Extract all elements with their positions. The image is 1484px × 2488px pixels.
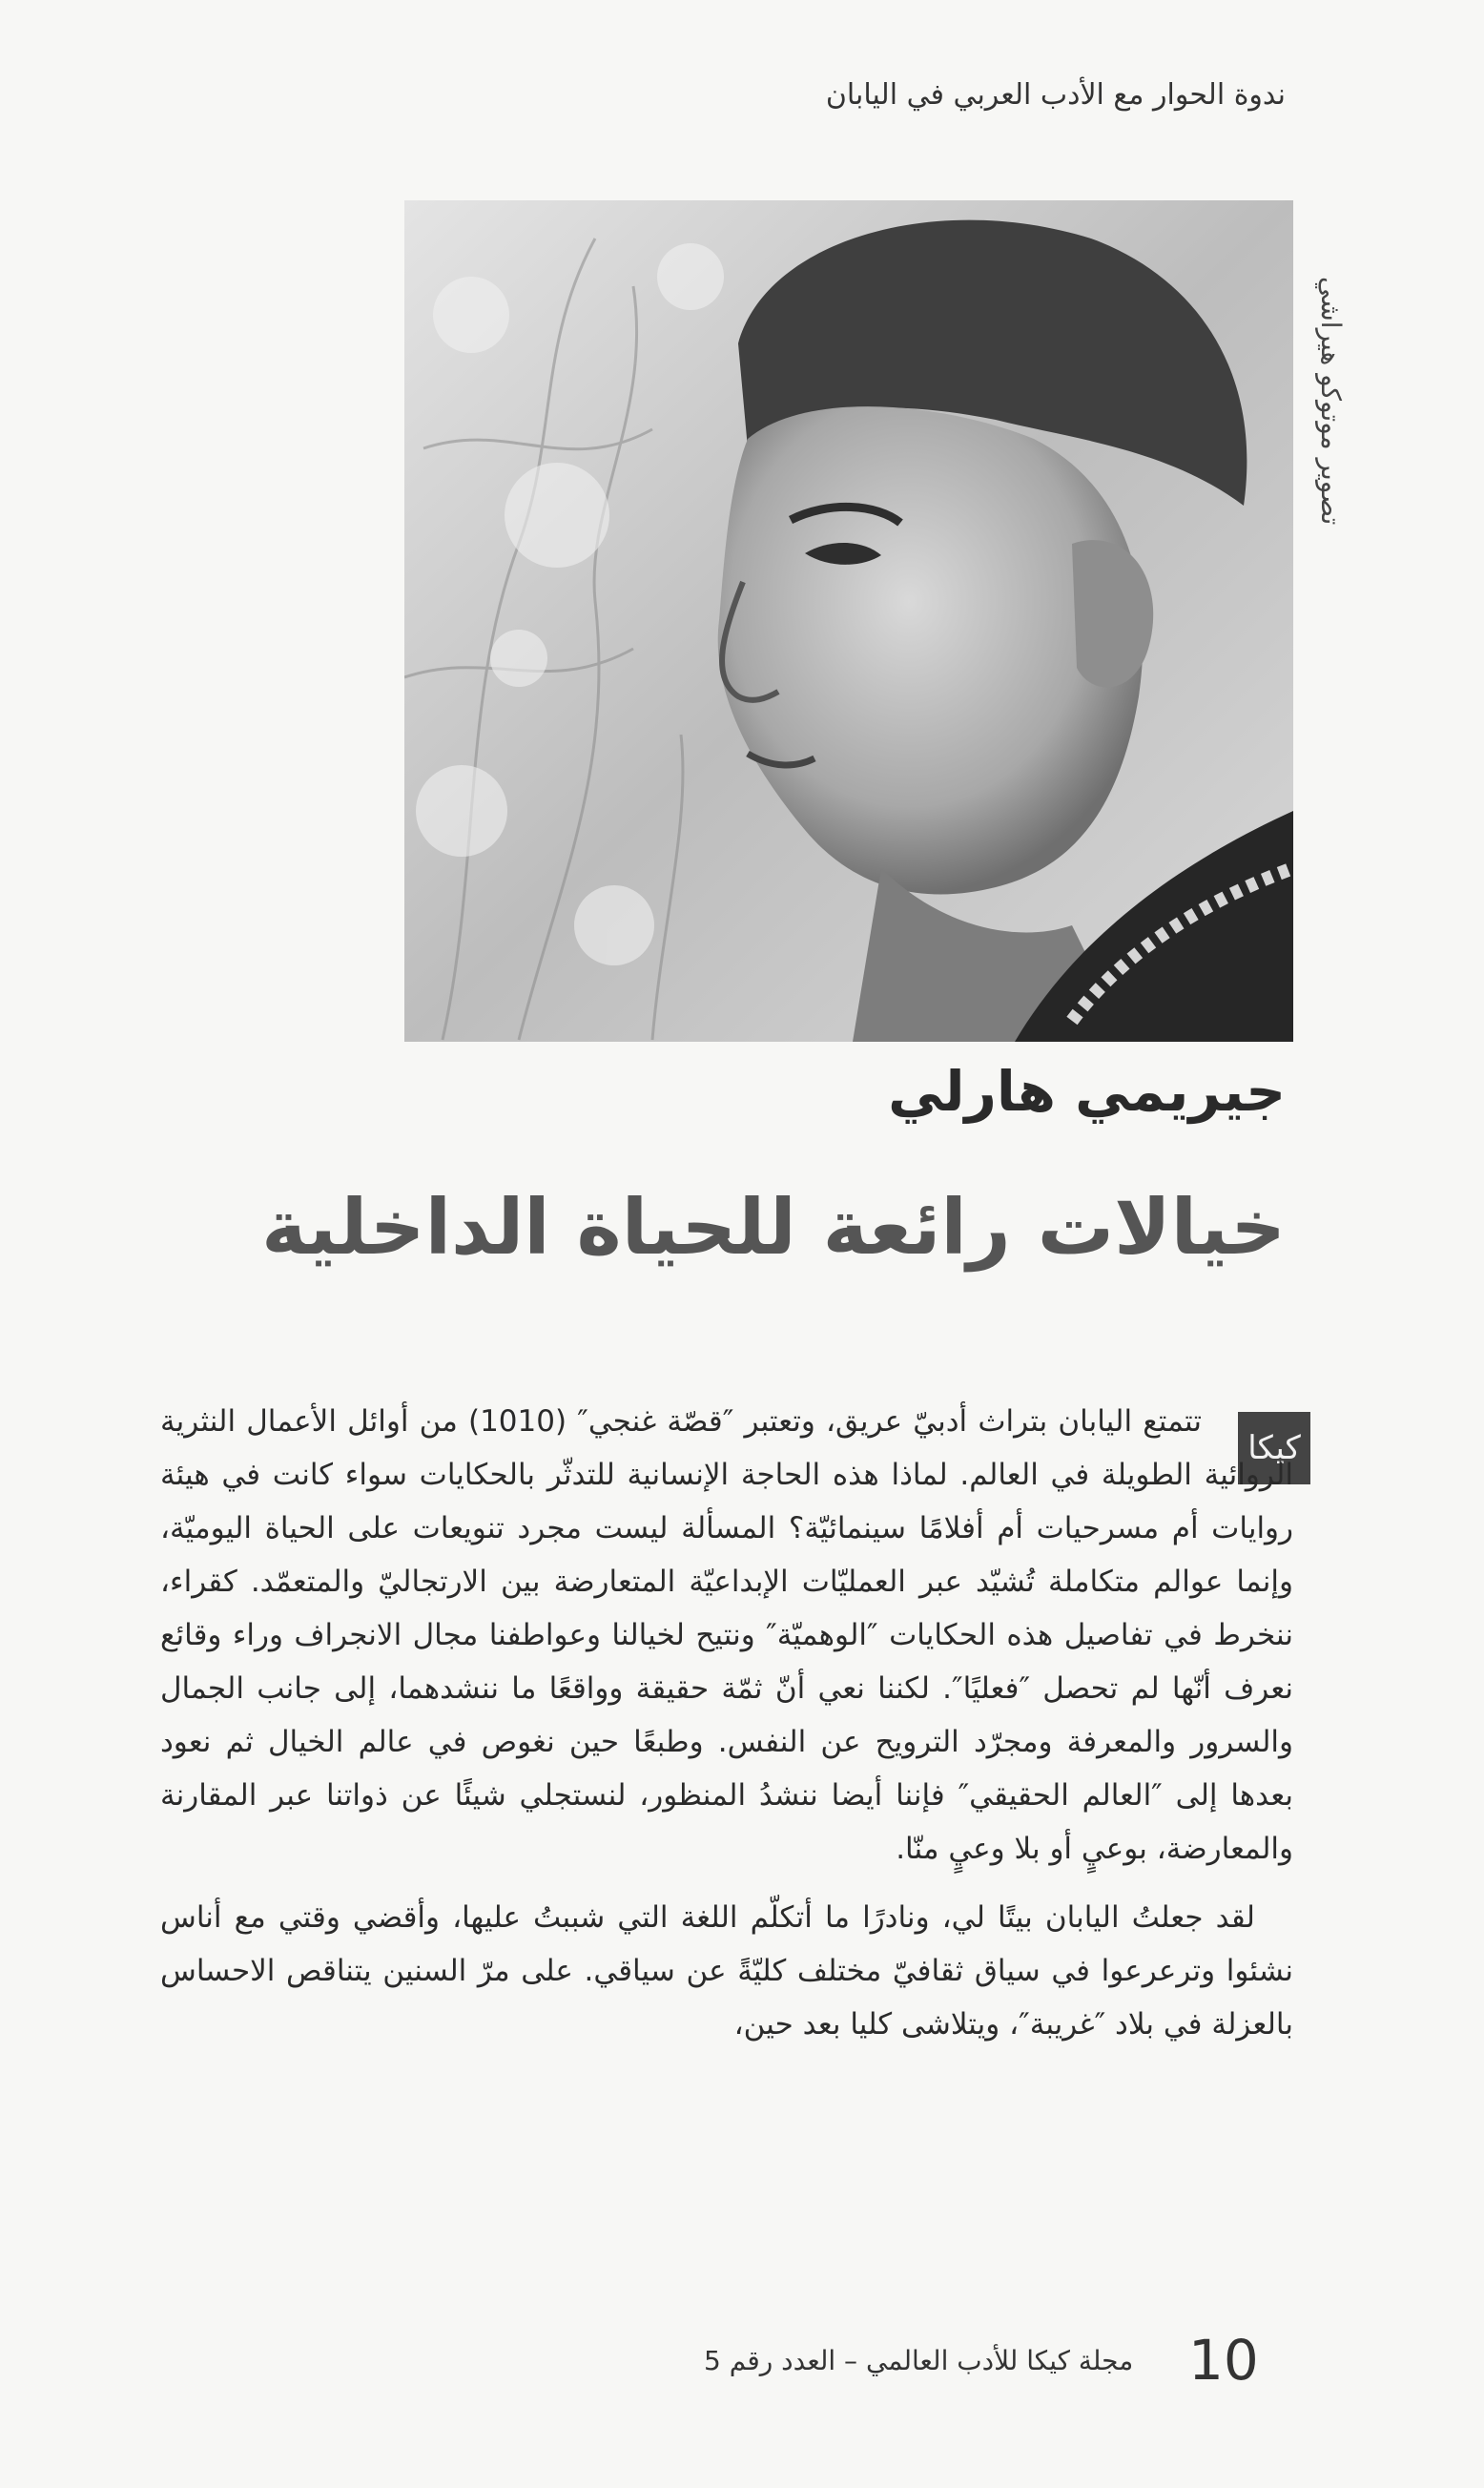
photo-credit: تصوير موتوكو هيراشي [1315,276,1347,525]
author-name: جيريمي هارلي [888,1059,1286,1124]
running-header: ندوة الحوار مع الأدب العربي في اليابان [825,78,1286,112]
kika-logo: كيكا [1238,1412,1310,1484]
article-title: خيالات رائعة للحياة الداخلية [261,1183,1286,1272]
page-number: 10 [1188,2328,1259,2393]
paragraph: لقد جعلتُ اليابان بيتًا لي، ونادرًا ما أتكلّم اللغة التي شببتُ عليها، وأقضي وقتي مع أناس نشئوا وترعرعوا في سياق ثقافيّ مختلف كليّةً عن سياقي. على مرّ السنين يتناقص الاحساس بالعزلة في بلاد ″غريبة″، ويتلاشى كليا بعد حين، [160,1900,1293,2042]
paragraph: تتمتع اليابان بتراث أدبيّ عريق، وتعتبر ″قصّة غنجي″ (1010) من أوائل الأعمال النثرية الروائية الطويلة في العالم. لماذا هذه الحاجة الإنسانية للتدثّر بالحكايات سواء كانت في هيئة روايات أم مسرحيات أم أفلامًا سينمائيّة؟ المسألة ليست مجرد تنويعات على الحياة اليوميّة، وإنما عوالم متكاملة تُشيّد عبر العمليّات الإبداعيّة المتعارضة بين الارتجاليّ والمتعمّد. كقراء، ننخرط في تفاصيل هذه الحكايات ″الوهميّة″ ونتيح لخيالنا وعواطفنا مجال الانجراف وراء وقائع نعرف أنّها لم تحصل ″فعليًا″. لكننا نعي أنّ ثمّة حقيقة وواقعًا ما ننشدهما، إلى جانب الجمال والسرور والمعرفة ومجرّد الترويح عن النفس. وطبعًا حين نغوص في عالم الخيال ثم نعود بعدها إلى ″العالم الحقيقي″ فإننا أيضا ننشدُ المنظور، لنستجلي شيئًا عن ذواتنا عبر المقارنة والمعارضة، بوعيٍ أو بلا وعيٍ منّا. [160,1404,1293,1866]
author-photo [404,200,1293,1042]
journal-footer: مجلة كيكا للأدب العالمي – العدد رقم 5 [704,2345,1134,2376]
portrait-image [404,200,1293,1042]
article-body [160,1395,1293,2066]
